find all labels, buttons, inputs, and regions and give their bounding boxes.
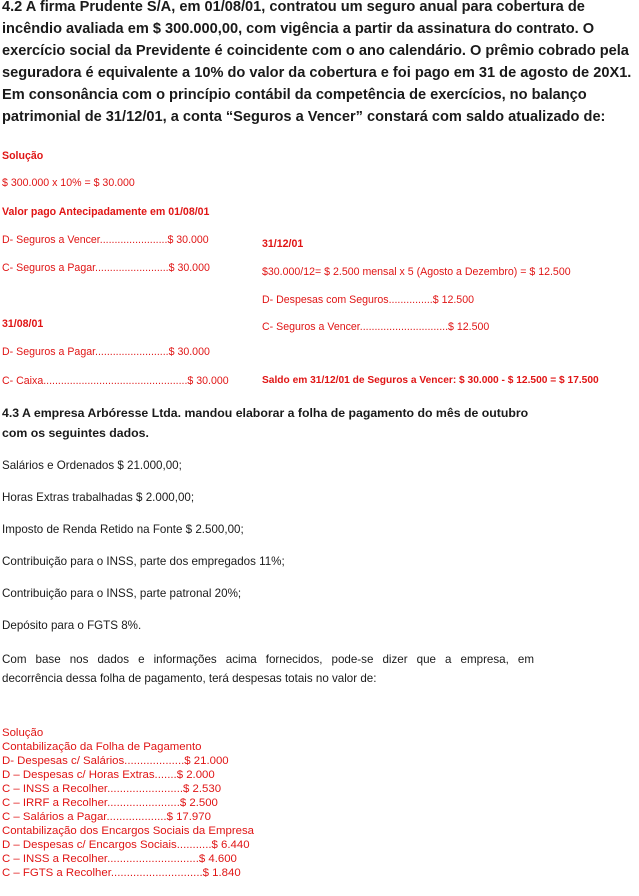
q43-entry-line: C – INSS a Recolher.............................$ 4.600 (2, 853, 237, 865)
list-item: Horas Extras trabalhadas $ 2.000,00; (2, 491, 195, 504)
q43-question-line-1: Com base nos dados e informações acima fornecidos, pode-se dizer que a empresa, em (2, 653, 534, 666)
q42-line-6: patrimonial de 31/12/01, a conta “Seguros a Vencer” constará com saldo atualizado de: (2, 109, 606, 125)
q42-prepaid-heading: Valor pago Antecipadamente em 01/08/01 (2, 206, 210, 218)
q43-title-line-2: com os seguintes dados. (2, 426, 149, 440)
q42-prepaid-debit: D- Seguros a Vencer.......................$ 30.000 (2, 234, 209, 246)
q43-title-line-1: 4.3 A empresa Arbóresse Ltda. mandou elaborar a folha de pagamento do mês de outubro (2, 406, 529, 420)
q42-date-3112: 31/12/01 (262, 238, 304, 250)
q43-question-line-2: decorrência dessa folha de pagamento, terá despesas totais no valor de: (2, 672, 377, 685)
q43-entry-line: C – IRRF a Recolher.......................$ 2.500 (2, 797, 218, 809)
q42-line-2: incêndio avaliada em $ 300.000,00, com vigência a partir da assinatura do contrato. O (2, 21, 595, 37)
q43-entry-line: C – Salários a Pagar...................$ 17.970 (2, 811, 211, 823)
q42-calc: $ 300.000 x 10% = $ 30.000 (2, 177, 135, 189)
list-item: Contribuição para o INSS, parte patronal 20%; (2, 587, 242, 600)
q42-line-3: exercício social da Previdente é coincidente com o ano calendário. O prêmio cobrado pela (2, 43, 629, 59)
q42-line-5: Em consonância com o princípio contábil da competência de exercícios, no balanço (2, 87, 587, 103)
q42-solution-label: Solução (2, 150, 44, 162)
q42-date-3108: 31/08/01 (2, 318, 44, 330)
list-item: Contribuição para o INSS, parte dos empregados 11%; (2, 555, 285, 568)
q43-entry-line: D – Despesas c/ Encargos Sociais...........$ 6.440 (2, 839, 250, 851)
q43-entry-line: D – Despesas c/ Horas Extras.......$ 2.000 (2, 769, 215, 781)
q42-prepaid-credit: C- Seguros a Pagar.........................$ 30.000 (2, 262, 210, 274)
q43-encargos-heading: Contabilização dos Encargos Sociais da Empresa (2, 825, 254, 837)
q42-expense-debit: D- Despesas com Seguros...............$ 12.500 (262, 294, 474, 306)
q42-monthly-calc: $30.000/12= $ 2.500 mensal x 5 (Agosto a Dezembro) = $ 12.500 (262, 266, 571, 278)
q43-entry-line: C – FGTS a Recolher.............................$ 1.840 (2, 867, 241, 879)
q43-entry-line: D- Despesas c/ Salários...................$ 21.000 (2, 755, 229, 767)
q43-payroll-heading: Contabilização da Folha de Pagamento (2, 741, 202, 753)
q42-pay-debit: D- Seguros a Pagar.........................$ 30.000 (2, 346, 210, 358)
list-item: Depósito para o FGTS 8%. (2, 619, 142, 632)
q43-solution-label: Solução (2, 727, 44, 739)
q42-line-1: 4.2 A firma Prudente S/A, em 01/08/01, contratou um seguro anual para cobertura de (2, 0, 585, 15)
list-item: Salários e Ordenados $ 21.000,00; (2, 459, 182, 472)
q42-line-4: seguradora é equivalente a 10% do valor da cobertura e foi pago em 31 de agosto de 20X1. (2, 65, 632, 81)
q43-entry-line: C – INSS a Recolher........................$ 2.530 (2, 783, 222, 795)
q42-saldo: Saldo em 31/12/01 de Seguros a Vencer: $ 30.000 - $ 12.500 = $ 17.500 (262, 375, 599, 386)
list-item: Imposto de Renda Retido na Fonte $ 2.500,00; (2, 523, 244, 536)
q42-pay-credit: C- Caixa.................................................$ 30.000 (2, 375, 229, 387)
q42-expense-credit: C- Seguros a Vencer..............................$ 12.500 (262, 321, 490, 333)
